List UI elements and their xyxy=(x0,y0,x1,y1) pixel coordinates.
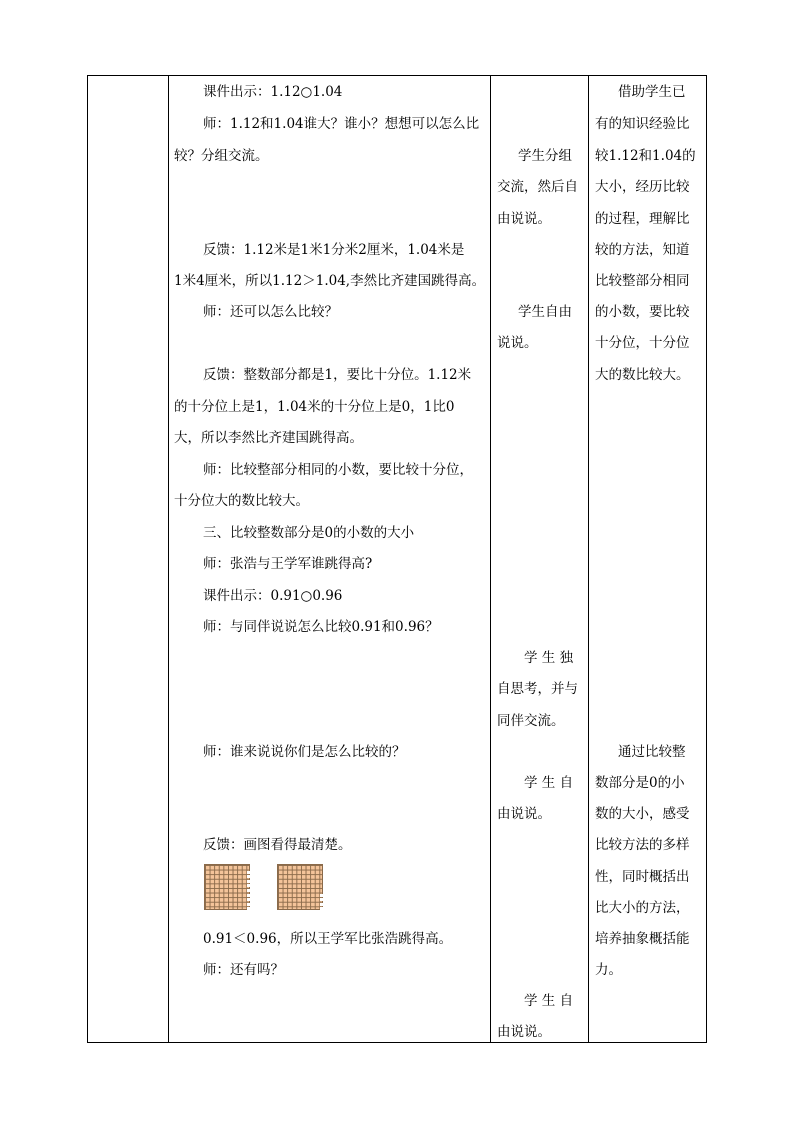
student-line: 由说说。 xyxy=(497,211,551,227)
note-line: 有的知识经验比 xyxy=(595,116,690,132)
note-line: 性，同时概括出 xyxy=(595,869,690,885)
main-line: 师：比较整部分相同的小数，要比较十分位， xyxy=(203,462,473,478)
table-border-col4 xyxy=(706,75,707,1043)
empty-grid-cell xyxy=(247,894,250,897)
table-border-col0 xyxy=(87,75,88,1043)
note-line: 数部分是0的小 xyxy=(595,775,685,791)
hundred-grid-figure xyxy=(277,864,323,910)
student-line: 学 生 自 xyxy=(524,775,574,791)
note-line: 的过程，理解比 xyxy=(595,211,690,227)
table-top-border xyxy=(87,75,707,76)
main-line: 师：与同伴说说怎么比较0.91和0.96？ xyxy=(203,619,439,635)
empty-grid-cell xyxy=(320,898,323,901)
note-line: 大小，经历比较 xyxy=(595,179,690,195)
main-line: 师：张浩与王学军谁跳得高? xyxy=(203,556,373,572)
note-line: 比大小的方法， xyxy=(595,900,690,916)
main-line: 课件出示：0.91○0.96 xyxy=(203,588,343,604)
note-line: 较1.12和1.04的 xyxy=(595,148,696,164)
empty-grid-cell xyxy=(247,907,250,910)
main-line: 师：1.12和1.04谁大？谁小？想想可以怎么比 xyxy=(203,116,480,132)
student-line: 学生自由 xyxy=(518,304,572,320)
empty-grid-cell xyxy=(320,907,323,910)
student-line: 交流，然后自 xyxy=(497,179,578,195)
hundred-grid-figure xyxy=(204,864,250,910)
note-line: 比较整部分相同 xyxy=(595,273,690,289)
student-line: 说说。 xyxy=(497,335,538,351)
main-line: 师：还可以怎么比较？ xyxy=(203,304,338,320)
student-line: 同伴交流。 xyxy=(497,713,565,729)
table-border-col3 xyxy=(588,75,589,1043)
empty-grid-cell xyxy=(247,898,250,901)
note-line: 比较方法的多样 xyxy=(595,837,690,853)
section-heading: 三、比较整数部分是0的小数的大小 xyxy=(203,525,415,541)
student-line: 学 生 自 xyxy=(524,993,574,1009)
main-line: 0.91＜0.96，所以王学军比张浩跳得高。 xyxy=(203,931,453,947)
note-line: 培养抽象概括能 xyxy=(595,931,690,947)
empty-grid-cell xyxy=(247,875,250,878)
empty-grid-cell xyxy=(247,871,250,874)
empty-grid-cell xyxy=(247,880,250,883)
empty-grid-cell xyxy=(247,884,250,887)
note-line: 大的数比较大。 xyxy=(595,367,690,383)
note-line: 力。 xyxy=(595,962,622,978)
student-line: 学 生 独 xyxy=(524,650,574,666)
note-line: 较的方法，知道 xyxy=(595,242,690,258)
table-bottom-border xyxy=(87,1042,707,1043)
table-border-col2 xyxy=(490,75,491,1043)
empty-grid-cell xyxy=(247,903,250,906)
student-line: 自思考，并与 xyxy=(497,681,578,697)
main-line: 师：谁来说说你们是怎么比较的？ xyxy=(203,744,406,760)
student-line: 学生分组 xyxy=(518,148,572,164)
main-line: 的十分位上是1，1.04米的十分位上是0，1比0 xyxy=(174,399,455,415)
main-line: 十分位大的数比较大。 xyxy=(174,493,309,509)
note-line: 数的大小，感受 xyxy=(595,806,690,822)
note-line: 通过比较整 xyxy=(618,744,686,760)
empty-grid-cell xyxy=(247,889,250,892)
empty-grid-cell xyxy=(320,903,323,906)
main-line: 反馈：整数部分都是1，要比十分位。1.12米 xyxy=(203,367,472,383)
main-line: 师：还有吗？ xyxy=(203,962,284,978)
student-line: 由说说。 xyxy=(497,1024,551,1040)
empty-grid-cell xyxy=(320,894,323,897)
note-line: 的小数，要比较 xyxy=(595,304,690,320)
main-line: 反馈：画图看得最清楚。 xyxy=(203,837,352,853)
table-border-col1 xyxy=(168,75,169,1043)
main-line: 1米4厘米，所以1.12＞1.04,李然比齐建国跳得高。 xyxy=(174,273,486,289)
main-line: 课件出示：1.12○1.04 xyxy=(203,84,343,100)
main-line: 反馈：1.12米是1米1分米2厘米，1.04米是 xyxy=(203,242,465,258)
note-line: 借助学生已 xyxy=(618,84,686,100)
student-line: 由说说。 xyxy=(497,806,551,822)
main-line: 较？分组交流。 xyxy=(174,148,269,164)
note-line: 十分位，十分位 xyxy=(595,335,690,351)
main-line: 大，所以李然比齐建国跳得高。 xyxy=(174,430,363,446)
